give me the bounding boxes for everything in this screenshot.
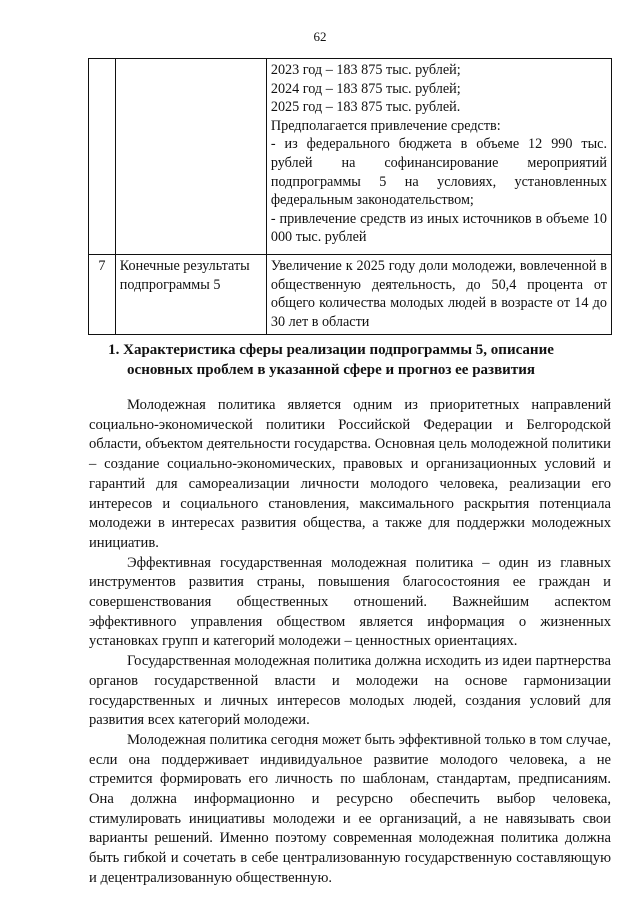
final-results-cell: Увеличение к 2025 году доли молодежи, вовлеченной в общественную деятельность, до 50,4 процента от общего количества молодых людей в возрасте от 14 до 30 лет в области: [266, 255, 611, 335]
row-number-cell: [89, 59, 116, 255]
subprogram-passport-table: [88, 58, 612, 335]
funding-2024: 2024 год – 183 875 тыс. рублей;: [270, 80, 461, 97]
table-row: [89, 255, 612, 335]
section-body: [89, 396, 611, 889]
row-number-cell: 7: [89, 255, 116, 335]
funding-other: - привлечение средств из иных источников в объеме 10 000 тыс. рублей: [270, 210, 607, 246]
table-row: [89, 59, 612, 255]
paragraph: Молодежная политика сегодня может быть эффективной только в том случае, если она поддерживает индивидуальное развитие молодого человека, а не стремится формировать его личность по шаблонам, стандартам, предписаниям. Она должна информационно и ресурсно обеспечить выбор человека, стимулировать инициативы молодежи и ее организаций, а не навязывать свои варианты решений. Именно поэтому современная молодежная политика должна быть гибкой и сочетать в себе централизованную государственную составляющую и децентрализованную общественную.: [89, 731, 611, 886]
funding-2025: 2025 год – 183 875 тыс. рублей.: [270, 99, 461, 116]
funding-intro: Предполагается привлечение средств:: [270, 117, 501, 134]
paragraph: Государственная молодежная политика должна исходить из идеи партнерства органов государственной власти и молодежи на основе гармонизации государственных и личных интересов молодых людей, создания условий для развития всех категорий молодежи.: [89, 653, 611, 729]
row-label-cell: Конечные результаты подпрограммы 5: [115, 255, 266, 335]
paragraph: Молодежная политика является одним из приоритетных направлений социально-экономической политики Российской Федерации и Белгородской области, объектом деятельности государства. Основная цель молодежной политики – создание социально-экономических, правовых и организационных условий и гарантий для самореализации личности молодого человека, реализации его интересов и социального становления, максимального раскрытия потенциала молодежи в интересах развития общества, а также для поддержки молодежных инициатив.: [89, 397, 611, 551]
funding-cell: [266, 59, 611, 255]
row-label-cell: [115, 59, 266, 255]
funding-federal: - из федерального бюджета в объеме 12 990 тыс. рублей на софинансирование мероприятий подпрограммы 5 на условиях, установленных федеральным законодательством;: [270, 136, 607, 209]
funding-2023: 2023 год – 183 875 тыс. рублей;: [270, 62, 461, 78]
page-number: 62: [313, 29, 327, 44]
section-heading: 1. Характеристика сферы реализации подпрограммы 5, описание основных проблем в указанной сфере и прогноз ее развития: [108, 342, 554, 378]
paragraph: Эффективная государственная молодежная политика – один из главных инструментов развития страны, повышения благосостояния ее граждан и совершенствования общественных отношений. Важнейшим аспектом эффективного управления обществом является информация о жизненных установках групп и категорий молодежи – ценностных ориентациях.: [89, 554, 611, 650]
